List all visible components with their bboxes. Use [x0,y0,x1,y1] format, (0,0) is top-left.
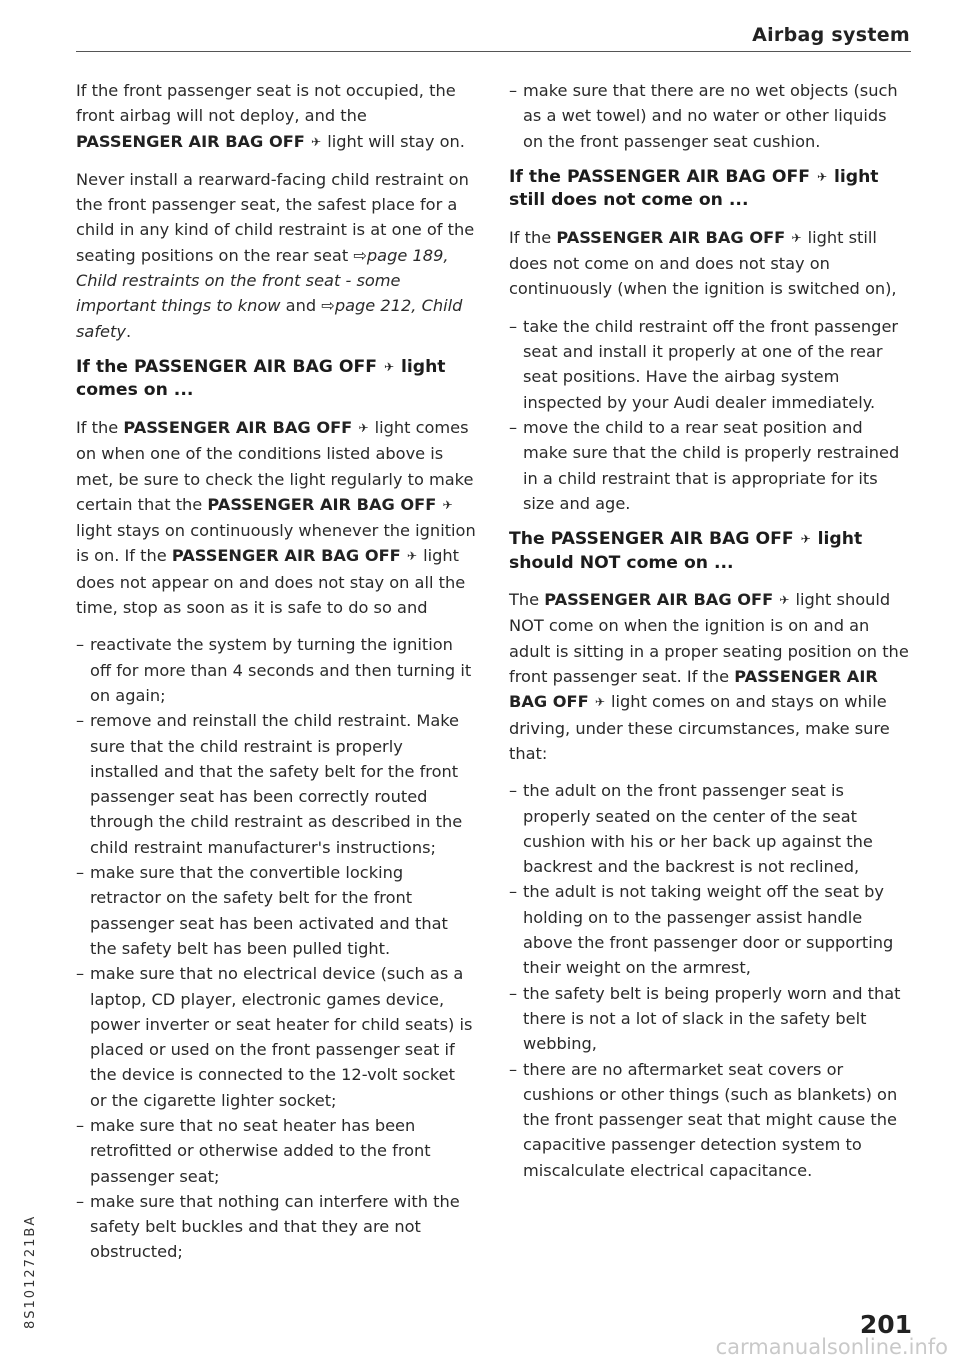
header-rule [76,51,911,52]
list-item: – there are no aftermarket seat covers or cushions or other things (such as blankets) on the front passenger seat that might cause the capacitive passenger detection system to miscalculate electrical capacitance. [509,1057,909,1183]
passenger-airbag-off-icon: ✈ [311,134,322,149]
section-title: Airbag system [752,24,910,46]
instruction-list [509,778,909,1183]
subheading: If the PASSENGER AIR BAG OFF ✈ light still does not come on ... [509,166,879,211]
subheading: The PASSENGER AIR BAG OFF ✈ light should NOT come on ... [509,529,863,573]
instruction-list [509,314,909,516]
paragraph: The PASSENGER AIR BAG OFF ✈ light should NOT come on when the ignition is on and an adult is sitting in a proper seating position on the front passenger seat. If the PASSENGER AIR BAG OFF ✈ light comes on and stays on while driving, under these circumstances, make sure that: [509,590,909,763]
list-item: – remove and reinstall the child restraint. Make sure that the child restraint is properly installed and that the safety belt for the front passenger seat has been correctly routed through the child restraint as described in the child restraint manufacturer's instructions; [76,708,476,860]
passenger-airbag-off-icon: ✈ [358,420,369,435]
page-reference-link[interactable]: ⇨page 189, Child restraints on the front seat - some important things to know [76,245,449,316]
page-number: 201 [859,1310,912,1339]
paragraph: If the front passenger seat is not occupied, the front airbag will not deploy, and the PASSENGER AIR BAG OFF ✈ light will stay on. [76,78,476,155]
passenger-airbag-off-icon: ✈ [442,497,453,512]
list-item: – take the child restraint off the front passenger seat and install it properly at one of the rear seat positions. Have the airbag system inspected by your Audi dealer immediately. [509,314,909,415]
instruction-list [76,632,476,1264]
list-item: – make sure that no electrical device (such as a laptop, CD player, electronic games device, power inverter or seat heater for child seats) is placed or used on the front passenger seat if the device is connected to the 12-volt socket or the cigarette lighter socket; [76,961,476,1113]
list-item: – the safety belt is being properly worn and that there is not a lot of slack in the safety belt webbing, [509,981,909,1057]
instruction-list [509,78,909,154]
list-item: – the adult is not taking weight off the seat by holding on to the passenger assist handle above the front passenger door or supporting their weight on the armrest, [509,879,909,980]
list-item: – make sure that the convertible locking retractor on the safety belt for the front passenger seat has been activated and that the safety belt has been pulled tight. [76,860,476,961]
page-reference-link[interactable]: ⇨page 212, Child safety [76,296,463,341]
left-column [76,78,476,1277]
passenger-airbag-off-icon: ✈ [816,169,827,184]
list-item: – make sure that there are no wet objects (such as a wet towel) and no water or other liquids on the front passenger seat cushion. [509,78,909,154]
list-item: – make sure that nothing can interfere with the safety belt buckles and that they are not obstructed; [76,1189,476,1265]
passenger-airbag-off-icon: ✈ [800,532,811,547]
right-column [509,78,909,1195]
paragraph: Never install a rearward-facing child restraint on the front passenger seat, the safest place for a child in any kind of child restraint is at one of the seating positions on the rear seat ⇨page 189, Child restraints on the front seat - some important things to know and ⇨page 212, Child safety. [76,169,475,341]
list-item: – make sure that no seat heater has been retrofitted or otherwise added to the front passenger seat; [76,1113,476,1189]
paragraph: If the PASSENGER AIR BAG OFF ✈ light still does not come on and does not stay on continuously (when the ignition is switched on), [509,227,897,299]
document-code: 8S1012721BA [23,1214,38,1329]
passenger-airbag-off-icon: ✈ [594,695,605,710]
passenger-airbag-off-icon: ✈ [406,549,417,564]
passenger-airbag-off-icon: ✈ [791,230,802,245]
list-item: – reactivate the system by turning the ignition off for more than 4 seconds and then turning it on again; [76,632,476,708]
paragraph: If the PASSENGER AIR BAG OFF ✈ light comes on when one of the conditions listed above is met, be sure to check the light regularly to make certain that the PASSENGER AIR BAG OFF ✈ light stays on continuously whenever the ignition is on. If the PASSENGER AIR BAG OFF ✈ light does not appear on and does not stay on all the time, stop as soon as it is safe to do so and [76,417,476,618]
passenger-airbag-off-icon: ✈ [779,593,790,608]
subheading: If the PASSENGER AIR BAG OFF ✈ light comes on ... [76,356,446,401]
list-item: – the adult on the front passenger seat is properly seated on the center of the seat cushion with his or her back up against the backrest and the backrest is not reclined, [509,778,909,879]
list-item: – move the child to a rear seat position and make sure that the child is properly restrained in a child restraint that is appropriate for its size and age. [509,415,909,516]
watermark: carmanualsonline.info [715,1335,948,1359]
passenger-airbag-off-icon: ✈ [383,359,394,374]
